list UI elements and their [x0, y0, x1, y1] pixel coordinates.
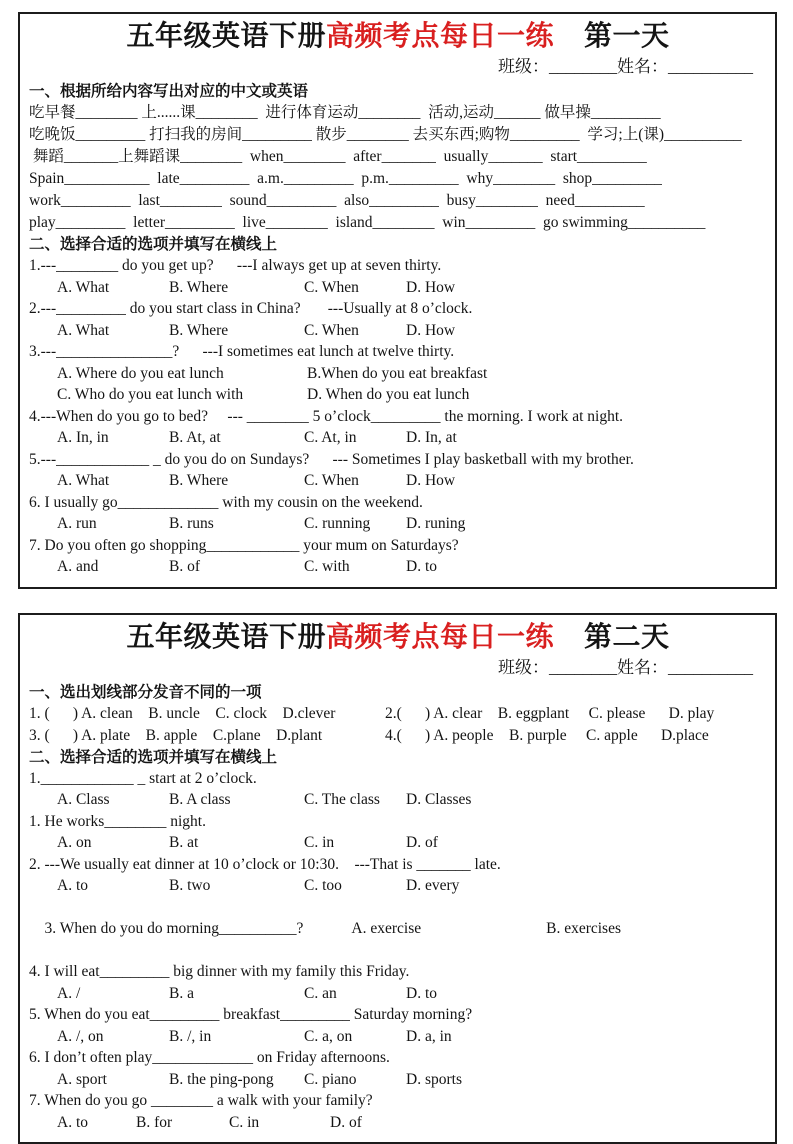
question-text: 5.---____________ _ do you do on Sundays? --- Sometimes I play basketball with my brother.	[29, 449, 767, 471]
option: A. In, in	[57, 427, 169, 449]
option: D. When do you eat lunch	[307, 384, 469, 406]
options-row	[29, 875, 767, 897]
phonetic-row	[29, 725, 767, 747]
options-row	[29, 1026, 767, 1048]
page-title	[29, 620, 767, 656]
option: B. of	[169, 556, 304, 578]
option: B. Where	[169, 470, 304, 492]
vocab-line: Spain___________ late_________ a.m._________ p.m._________ why________ shop_________	[29, 168, 767, 190]
option: B.When do you eat breakfast	[307, 363, 487, 385]
option: B. the ping-pong	[169, 1069, 304, 1091]
class-name-line: 班级：________姓名：__________	[29, 55, 767, 79]
option: D. Classes	[406, 789, 471, 811]
option: B. /, in	[169, 1026, 304, 1048]
option: C. When	[304, 470, 406, 492]
option: D. of	[406, 832, 438, 854]
question-text	[29, 897, 767, 962]
page-title	[29, 19, 767, 55]
question-text: 1. He works________ night.	[29, 811, 767, 833]
option: D. to	[406, 556, 437, 578]
question-text: 7. Do you often go shopping____________ your mum on Saturdays?	[29, 535, 767, 557]
option: D. How	[406, 470, 455, 492]
options-row	[29, 1069, 767, 1091]
question-text: 1.---________ do you get up? ---I always get up at seven thirty.	[29, 255, 767, 277]
option: C. At, in	[304, 427, 406, 449]
option: B. at	[169, 832, 304, 854]
question-text: 7. When do you go ________ a walk with your family?	[29, 1090, 767, 1112]
question-text: 4. I will eat_________ big dinner with my family this Friday.	[29, 961, 767, 983]
option: C. The class	[304, 789, 406, 811]
vocab-line: play_________ letter_________ live________ island________ win_________ go swimming__________	[29, 212, 767, 234]
option: A. Where do you eat lunch	[57, 363, 307, 385]
option: C. too	[304, 875, 406, 897]
option: D. runing	[406, 513, 465, 535]
question-text: 5. When do you eat_________ breakfast_________ Saturday morning?	[29, 1004, 767, 1026]
option: A. What	[57, 470, 169, 492]
section-2-heading: 二、选择合适的选项并填写在横线上	[29, 747, 767, 768]
option: D. How	[406, 277, 455, 299]
option: C. running	[304, 513, 406, 535]
option: B. Where	[169, 277, 304, 299]
title-red-highlight: 高频考点每日一练	[326, 622, 554, 653]
question-text: 6. I don’t often play_____________ on Friday afternoons.	[29, 1047, 767, 1069]
options-row	[29, 513, 767, 535]
options-row	[29, 556, 767, 578]
worksheet-day1	[18, 12, 777, 589]
title-red-highlight: 高频考点每日一练	[326, 21, 554, 52]
options-row	[29, 470, 767, 492]
option: C. an	[304, 983, 406, 1005]
options-row	[29, 363, 767, 385]
options-row	[29, 789, 767, 811]
option: C. in	[304, 832, 406, 854]
option: D. of	[330, 1112, 362, 1134]
option: B. runs	[169, 513, 304, 535]
options-row	[29, 427, 767, 449]
vocab-line: 吃早餐________ 上......课________ 进行体育运动________ 活动,运动______ 做早操_________	[29, 102, 767, 124]
option: D. In, at	[406, 427, 457, 449]
question-text: 1.____________ _ start at 2 o’clock.	[29, 768, 767, 790]
question-text: 2.---_________ do you start class in China? ---Usually at 8 o’clock.	[29, 298, 767, 320]
phonetic-row	[29, 703, 767, 725]
option: D. every	[406, 875, 459, 897]
option: A. Class	[57, 789, 169, 811]
option: B. a	[169, 983, 304, 1005]
option: B. two	[169, 875, 304, 897]
title-book: 五年级英语下册	[126, 622, 326, 653]
option: D. sports	[406, 1069, 462, 1091]
option: B. exercises	[546, 920, 621, 937]
option: B. A class	[169, 789, 304, 811]
option: A. sport	[57, 1069, 169, 1091]
option: A. exercise	[351, 920, 421, 937]
option: B. At, at	[169, 427, 304, 449]
option: A. to	[57, 875, 169, 897]
option: B. Where	[169, 320, 304, 342]
option: C. piano	[304, 1069, 406, 1091]
phonetic-group: 3. ( ) A. plate B. apple C.plane D.plant	[29, 725, 385, 747]
option: C. Who do you eat lunch with	[57, 384, 307, 406]
section-1-heading: 一、根据所给内容写出对应的中文或英语	[29, 81, 767, 102]
options-row	[29, 832, 767, 854]
phonetic-group: 1. ( ) A. clean B. uncle C. clock D.clever	[29, 703, 385, 725]
option: C. a, on	[304, 1026, 406, 1048]
question-text: 2. ---We usually eat dinner at 10 o’clock or 10:30. ---That is _______ late.	[29, 854, 767, 876]
option: A. What	[57, 320, 169, 342]
options-row	[29, 320, 767, 342]
title-day: 第二天	[584, 622, 670, 653]
vocab-line: work_________ last________ sound_________ also_________ busy________ need_________	[29, 190, 767, 212]
options-row	[29, 277, 767, 299]
question-stem: 3. When do you do morning__________?	[45, 920, 304, 937]
title-book: 五年级英语下册	[126, 21, 326, 52]
option: B. for	[136, 1112, 229, 1134]
option: C. When	[304, 277, 406, 299]
phonetic-group: 2.( ) A. clear B. eggplant C. please D. play	[385, 703, 714, 725]
title-day: 第一天	[584, 21, 670, 52]
option: C. with	[304, 556, 406, 578]
option: D. How	[406, 320, 455, 342]
options-row	[29, 983, 767, 1005]
options-row	[29, 1112, 767, 1134]
section-1-heading: 一、选出划线部分发音不同的一项	[29, 682, 767, 703]
option: A. on	[57, 832, 169, 854]
option: A. run	[57, 513, 169, 535]
option: A. /, on	[57, 1026, 169, 1048]
class-name-line: 班级：________姓名：__________	[29, 656, 767, 680]
option: C. in	[229, 1112, 330, 1134]
option: A. What	[57, 277, 169, 299]
option: A. and	[57, 556, 169, 578]
option: D. a, in	[406, 1026, 452, 1048]
options-row	[29, 384, 767, 406]
section-2-heading: 二、选择合适的选项并填写在横线上	[29, 234, 767, 255]
vocab-line: 吃晚饭_________ 打扫我的房间_________ 散步________ 去买东西;购物_________ 学习;上(课)__________	[29, 124, 767, 146]
option: D. to	[406, 983, 437, 1005]
question-text: 3.---_______________? ---I sometimes eat lunch at twelve thirty.	[29, 341, 767, 363]
option: A. /	[57, 983, 169, 1005]
question-text: 6. I usually go_____________ with my cousin on the weekend.	[29, 492, 767, 514]
option: A. to	[57, 1112, 136, 1134]
question-text: 4.---When do you go to bed? --- ________ 5 o’clock_________ the morning. I work at night.	[29, 406, 767, 428]
option: C. When	[304, 320, 406, 342]
vocab-line: 舞蹈_______上舞蹈课________ when________ after_______ usually_______ start_________	[29, 146, 767, 168]
worksheet-day2	[18, 613, 777, 1144]
phonetic-group: 4.( ) A. people B. purple C. apple D.place	[385, 725, 709, 747]
